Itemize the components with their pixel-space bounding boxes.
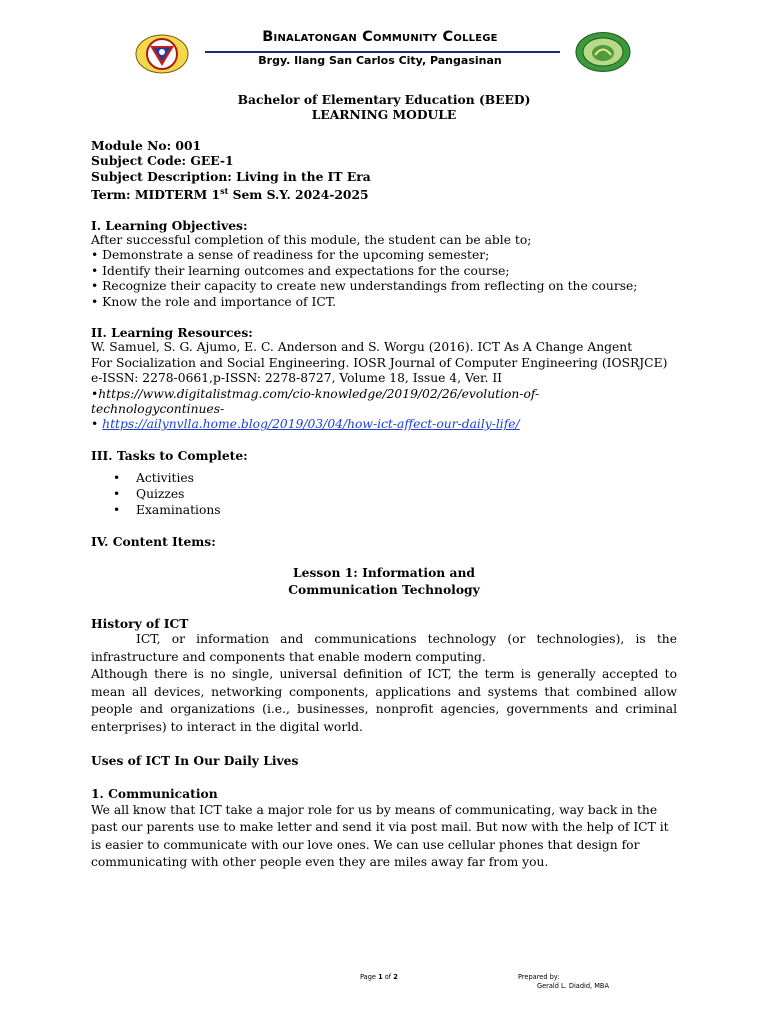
list-item: • Quizzes xyxy=(113,487,185,502)
objective-item: • Recognize their capacity to create new understandings from reflecting on the course; xyxy=(91,279,638,294)
term: Term: MIDTERM 1st Sem S.Y. 2024-2025 xyxy=(91,186,369,203)
objective-item: • Identify their learning outcomes and expectations for the course; xyxy=(91,263,510,278)
prepared-by-label: Prepared by: xyxy=(518,973,560,981)
history-paragraph: ICT, or information and communications technology (or technologies), is the infrastructure and components that enable modern computing. xyxy=(91,632,677,664)
communication-heading: 1. Communication xyxy=(91,786,218,802)
uses-heading: Uses of ICT In Our Daily Lives xyxy=(91,753,299,769)
page-number: Page 1 of 2 xyxy=(360,973,398,981)
module-content xyxy=(91,92,677,872)
college-seal-left-icon xyxy=(135,34,189,74)
communication-line: We all know that ICT take a major role for us by means of communicating, way back in the xyxy=(91,802,658,817)
resource-line: e-ISSN: 2278-0661,p-ISSN: 2278-8727, Volume 18, Issue 4, Ver. II xyxy=(91,371,503,386)
history-heading: History of ICT xyxy=(91,615,189,631)
college-name: Binalatongan Community College xyxy=(262,29,498,45)
header-divider xyxy=(205,51,560,53)
letterhead xyxy=(0,28,768,78)
list-item: • Activities xyxy=(113,471,194,486)
subject-code: Subject Code: GEE-1 xyxy=(91,153,234,169)
bullet: • xyxy=(113,471,121,486)
bullet: • xyxy=(113,487,121,502)
bullet: • xyxy=(113,503,121,518)
objective-item: • Demonstrate a sense of readiness for the upcoming semester; xyxy=(91,248,490,263)
list-item: • Examinations xyxy=(113,503,221,518)
objective-item: • Know the role and importance of ICT. xyxy=(91,294,337,309)
content-items-heading: IV. Content Items: xyxy=(91,534,216,550)
objectives-intro: After successful completion of this module, the student can be able to; xyxy=(91,232,532,247)
communication-line: communicating with other people even they are miles away far from you. xyxy=(91,855,549,870)
communication-line: past our parents use to make letter and send it via post mail. But now with the help of ICT it xyxy=(91,820,669,835)
lesson-title-line1: Lesson 1: Information and xyxy=(292,564,476,580)
resource-url-digitalistmag-cont[interactable]: technologycontinues- xyxy=(91,402,225,416)
resource-url-digitalistmag[interactable]: •https://www.digitalistmag.com/cio-knowledge/2019/02/26/evolution-of- xyxy=(91,386,540,401)
resources-heading: II. Learning Resources: xyxy=(91,324,253,340)
resource-line: W. Samuel, S. G. Ajumo, E. C. Anderson and S. Worgu (2016). ICT As A Change Angent xyxy=(91,340,633,355)
college-seal-right-icon xyxy=(575,32,631,72)
resource-line: For Socialization and Social Engineering. IOSR Journal of Computer Engineering (IOSRJCE) xyxy=(91,355,668,370)
college-address: Brgy. Ilang San Carlos City, Pangasinan xyxy=(258,54,502,67)
prepared-by-name: Gerald L. Diadid, MBA xyxy=(537,982,609,990)
communication-line: is easier to communicate with our love ones. We can use cellular phones that design for xyxy=(91,837,640,852)
document-type: LEARNING MODULE xyxy=(311,107,457,123)
tasks-heading: III. Tasks to Complete: xyxy=(91,447,248,463)
objectives-heading: I. Learning Objectives: xyxy=(91,217,248,233)
history-paragraph: Although there is no single, universal definition of ICT, the term is generally accepted to mean all devices, networking components, applications and systems that combined allow people and organizations (i.e., businesses, nonprofit agencies, governments and criminal enterprises) to interact in the digital world. xyxy=(91,667,677,734)
lesson-title-line2: Communication Technology xyxy=(288,581,480,597)
resource-link-ailynvlla[interactable]: https://ailynvlla.home.blog/2019/03/04/how-ict-affect-our-daily-life/ xyxy=(102,417,520,432)
tasks-list xyxy=(91,471,677,519)
resource-link-row: • https://ailynvlla.home.blog/2019/03/04/how-ict-affect-our-daily-life/ xyxy=(91,417,520,432)
program-title: Bachelor of Elementary Education (BEED) xyxy=(237,92,531,107)
module-number: Module No: 001 xyxy=(91,137,202,153)
subject-description: Subject Description: Living in the IT Era xyxy=(91,168,371,184)
